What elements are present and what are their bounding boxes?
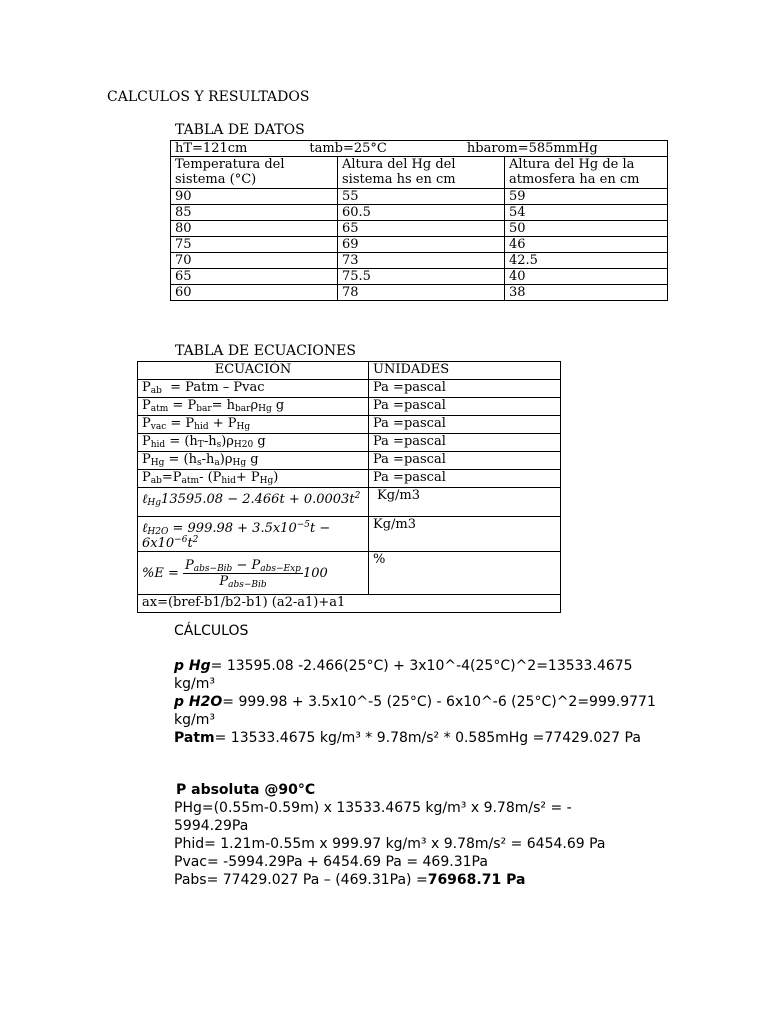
equation-cell: $P_{ab}=P_{atm}-$ $(P_{hid}+ P_{Hg})$ [138,470,369,488]
table-cell: 85 [171,205,338,221]
calculos-heading: CÁLCULOS [174,623,249,639]
phg-label: p Hg [174,658,211,674]
table-row [171,205,668,221]
unit-cell: Pa =pascal [369,470,561,488]
equation-cell: ℓ$_{H2O}$ = $999.98 + 3.5x10^{-5}t - 6x10^{-6}t^2$ [138,517,369,552]
table-row [138,517,561,552]
table-row [171,189,668,205]
table-row [138,552,561,595]
table-cell: 55 [338,189,505,205]
hbarom-value: hbarom=585mmHg [466,141,598,156]
header-cell: UNIDADES [369,362,561,380]
absoluta-line3: Phid= 1.21m-0.55m x 999.97 kg/m³ x 9.78m/s² = 6454.69 Pa [174,836,606,852]
table-cell: 80 [171,221,338,237]
table-cell: 54 [505,205,668,221]
table-row [138,380,561,398]
table-row [138,488,561,517]
table-row [171,237,668,253]
absoluta-line5 [174,871,525,889]
pabs-text: Pabs= 77429.027 Pa – (469.31Pa) = [174,872,428,888]
table-cell: 73 [338,253,505,269]
ecuaciones-caption: TABLA DE ECUACIONES [175,343,356,359]
header-cell: Altura del Hg del sistema hs en cm [338,157,505,189]
equation-cell: $P_{vac} = P_{hid} + P_{Hg}$ [138,416,369,434]
table-row [138,452,561,470]
header-cell: ECUACIÓN [138,362,369,380]
ph2o-label: p H2O [174,694,223,710]
table-cell: 42.5 [505,253,668,269]
ecuaciones-header-row [138,362,561,380]
table-row [171,253,668,269]
error-fraction: $\frac{P_{abs-Bib} - P_{abs-Exp}}{P_{abs-Bib}}$ [185,557,301,590]
unit-cell: Kg/m3 [369,488,561,517]
table-cell: 90 [171,189,338,205]
header-cell: Altura del Hg de la atmosfera ha en cm [505,157,668,189]
table-cell: 59 [505,189,668,205]
unit-cell: % [369,552,561,595]
table-cell: 75 [171,237,338,253]
ph2o-text: = 999.98 + 3.5x10^-5 (25°C) - 6x10^-6 (25°C)^2=999.9771 [222,694,656,710]
absoluta-line2: 5994.29Pa [174,818,249,834]
equation-cell: %E = $\frac{P_{abs-Bib} - P_{abs-Exp}}{P_{abs-Bib}}$ 100 [138,552,369,595]
table-cell: 60 [171,285,338,301]
equation-cell: ℓ$_{Hg}$13595.08 − $2.466t + 0.0003t^2$ [138,488,369,517]
patm-label: Patm [174,730,215,746]
table-row [138,434,561,452]
equation-cell: $P_{ab}$ = Patm – Pvac [138,380,369,398]
table-cell: 40 [505,269,668,285]
ph2o-line [174,693,656,711]
interpolation-cell: ax=(bref-b1/b2-b1) (a2-a1)+a1 [138,595,561,613]
table-row [138,398,561,416]
tamb-value: tamb=25°C [309,141,387,156]
unit-cell: Pa =pascal [369,380,561,398]
table-cell: 46 [505,237,668,253]
table-cell: 60.5 [338,205,505,221]
table-cell: 75.5 [338,269,505,285]
absoluta-line1: PHg=(0.55m-0.59m) x 13533.4675 kg/m³ x 9.78m/s² = - [174,800,572,816]
table-row [171,141,668,157]
patm-line [174,729,641,747]
table-cell: 69 [338,237,505,253]
absoluta-line4: Pvac= -5994.29Pa + 6454.69 Pa = 469.31Pa [174,854,488,870]
absoluta-heading: P absoluta @90°C [176,782,316,798]
ecuaciones-table [137,361,561,613]
table-cell: 38 [505,285,668,301]
datos-header-row [171,157,668,189]
table-row [138,416,561,434]
patm-text: = 13533.4675 kg/m³ * 9.78m/s² * 0.585mHg =77429.027 Pa [214,730,641,746]
table-row [171,221,668,237]
datos-info-cell [171,141,668,157]
table-cell: 65 [171,269,338,285]
table-row [171,285,668,301]
table-cell: 70 [171,253,338,269]
datos-caption: TABLA DE DATOS [175,122,305,138]
equation-cell: $P_{atm} = P_{bar}= h_{bar}\rho_{Hg}$ g [138,398,369,416]
pabs-result: 76968.71 Pa [427,872,526,888]
page-title: CALCULOS Y RESULTADOS [107,89,310,105]
datos-table [170,140,668,301]
phg-text: = 13595.08 -2.466(25°C) + 3x10^-4(25°C)^2=13533.4675 [210,658,633,674]
table-cell: 65 [338,221,505,237]
unit-cell: Pa =pascal [369,434,561,452]
unit-cell: Pa =pascal [369,398,561,416]
table-row [171,269,668,285]
table-cell: 78 [338,285,505,301]
unit-cell: Kg/m3 [369,517,561,552]
table-cell: 50 [505,221,668,237]
table-row [138,470,561,488]
header-cell: Temperatura del sistema (°C) [171,157,338,189]
ht-value: hT=121cm [175,141,248,156]
table-row [138,595,561,613]
phg-unit: kg/m³ [174,676,215,692]
equation-cell: $P_{Hg} = (h_s-h_a)\rho_{Hg}$ g [138,452,369,470]
phg-line [174,657,633,675]
equation-cell: $P_{hid} = (h_T-h_s)\rho_{H20}$ g [138,434,369,452]
unit-cell: Pa =pascal [369,416,561,434]
unit-cell: Pa =pascal [369,452,561,470]
ph2o-unit: kg/m³ [174,712,215,728]
